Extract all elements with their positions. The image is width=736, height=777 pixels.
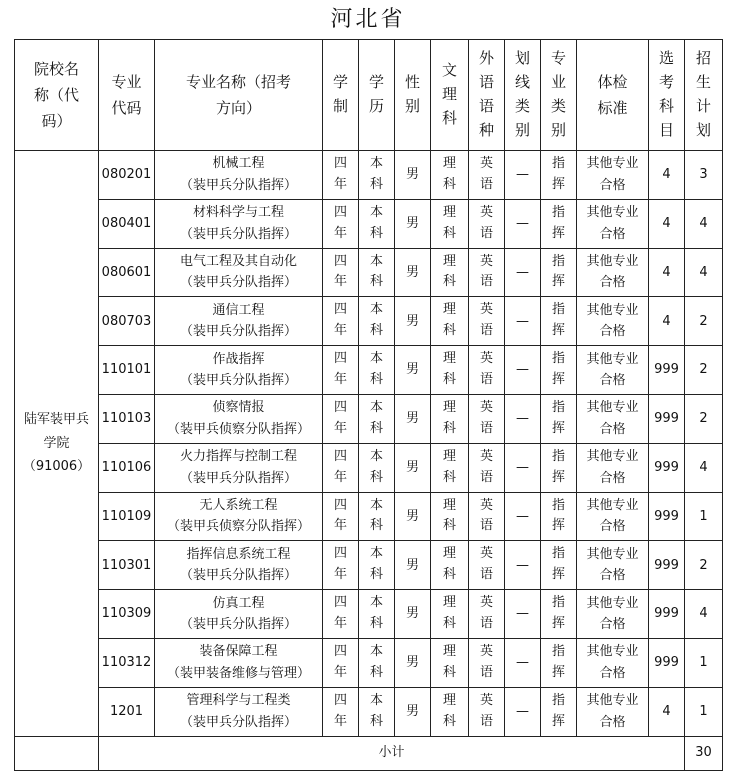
school-code: （91006） [22, 458, 91, 474]
plan-count: 4 [685, 590, 723, 639]
table-row [15, 297, 723, 346]
wenli: 理科 [431, 492, 469, 541]
line-type: — [505, 541, 541, 590]
major-code: 080601 [99, 248, 155, 297]
header-subjects: 选考科目 [649, 40, 685, 151]
table-row [15, 541, 723, 590]
header-major-type: 专业类别 [541, 40, 577, 151]
gender: 男 [395, 199, 431, 248]
xuezhi: 四年 [323, 394, 359, 443]
major-name: 无人系统工程 [199, 498, 278, 514]
major-direction: （装甲兵分队指挥） [179, 714, 297, 730]
major-type: 指挥 [541, 199, 577, 248]
major-code: 110103 [99, 394, 155, 443]
header-xuezhi: 学制 [323, 40, 359, 151]
xuezhi: 四年 [323, 541, 359, 590]
language: 英语 [469, 151, 505, 200]
xuezhi: 四年 [323, 199, 359, 248]
gender: 男 [395, 541, 431, 590]
major-name: 管理科学与工程类 [186, 693, 291, 709]
physical-standard: 其他专业合格 [577, 199, 649, 248]
gender: 男 [395, 590, 431, 639]
gender: 男 [395, 394, 431, 443]
wenli: 理科 [431, 346, 469, 395]
wenli: 理科 [431, 151, 469, 200]
plan-count: 4 [685, 199, 723, 248]
physical-standard: 其他专业合格 [577, 346, 649, 395]
major-direction: （装甲兵分队指挥） [179, 373, 297, 389]
major-name: 侦察情报 [212, 400, 265, 416]
major-name-cell [155, 443, 323, 492]
language: 英语 [469, 687, 505, 736]
physical-standard: 其他专业合格 [577, 443, 649, 492]
table-row [15, 638, 723, 687]
xuezhi: 四年 [323, 687, 359, 736]
major-direction: （装甲兵分队指挥） [179, 226, 297, 242]
xuezhi: 四年 [323, 151, 359, 200]
major-type: 指挥 [541, 394, 577, 443]
subjects: 999 [649, 443, 685, 492]
major-name-cell [155, 541, 323, 590]
language: 英语 [469, 638, 505, 687]
line-type: — [505, 590, 541, 639]
header-school: 院校名称（代码） [15, 40, 99, 151]
xueli: 本科 [359, 638, 395, 687]
header-major: 专业名称（招考方向） [155, 40, 323, 151]
subjects: 999 [649, 346, 685, 395]
xueli: 本科 [359, 687, 395, 736]
header-plan: 招生计划 [685, 40, 723, 151]
xueli: 本科 [359, 199, 395, 248]
header-wenli: 文理科 [431, 40, 469, 151]
wenli: 理科 [431, 394, 469, 443]
subjects: 4 [649, 687, 685, 736]
header-code: 专业代码 [99, 40, 155, 151]
physical-standard: 其他专业合格 [577, 151, 649, 200]
xueli: 本科 [359, 443, 395, 492]
subjects: 4 [649, 151, 685, 200]
subjects: 999 [649, 394, 685, 443]
major-type: 指挥 [541, 492, 577, 541]
major-type: 指挥 [541, 443, 577, 492]
plan-count: 2 [685, 346, 723, 395]
major-name-cell [155, 687, 323, 736]
major-name: 通信工程 [212, 302, 265, 318]
line-type: — [505, 297, 541, 346]
table-row [15, 687, 723, 736]
xueli: 本科 [359, 346, 395, 395]
gender: 男 [395, 248, 431, 297]
major-direction: （装甲兵分队指挥） [179, 177, 297, 193]
major-type: 指挥 [541, 248, 577, 297]
language: 英语 [469, 492, 505, 541]
major-name-cell [155, 248, 323, 297]
wenli: 理科 [431, 297, 469, 346]
major-name-cell [155, 199, 323, 248]
major-name-cell [155, 638, 323, 687]
gender: 男 [395, 346, 431, 395]
major-name: 仿真工程 [212, 595, 265, 611]
gender: 男 [395, 687, 431, 736]
major-code: 110109 [99, 492, 155, 541]
header-line-type: 划线类别 [505, 40, 541, 151]
subjects: 999 [649, 492, 685, 541]
major-direction: （装甲兵侦察分队指挥） [166, 519, 310, 535]
language: 英语 [469, 346, 505, 395]
line-type: — [505, 443, 541, 492]
major-name: 机械工程 [212, 156, 265, 172]
xueli: 本科 [359, 590, 395, 639]
subtotal-label: 小计 [99, 736, 685, 770]
major-type: 指挥 [541, 346, 577, 395]
xuezhi: 四年 [323, 638, 359, 687]
physical-standard: 其他专业合格 [577, 492, 649, 541]
major-code: 110312 [99, 638, 155, 687]
plan-count: 2 [685, 541, 723, 590]
major-direction: （装甲兵分队指挥） [179, 275, 297, 291]
gender: 男 [395, 297, 431, 346]
major-name: 材料科学与工程 [192, 205, 284, 221]
major-direction: （装甲兵分队指挥） [179, 617, 297, 633]
major-name: 火力指挥与控制工程 [179, 449, 297, 465]
major-direction: （装甲兵侦察分队指挥） [166, 421, 310, 437]
subtotal-blank [15, 736, 99, 770]
admission-plan-table [14, 39, 723, 771]
line-type: — [505, 638, 541, 687]
major-code: 110301 [99, 541, 155, 590]
major-type: 指挥 [541, 151, 577, 200]
xuezhi: 四年 [323, 590, 359, 639]
major-name-cell [155, 492, 323, 541]
major-name-cell [155, 590, 323, 639]
line-type: — [505, 199, 541, 248]
xueli: 本科 [359, 248, 395, 297]
wenli: 理科 [431, 687, 469, 736]
subtotal-value: 30 [685, 736, 723, 770]
major-type: 指挥 [541, 590, 577, 639]
wenli: 理科 [431, 199, 469, 248]
subjects: 4 [649, 199, 685, 248]
language: 英语 [469, 541, 505, 590]
school-name: 陆军装甲兵学院 [24, 412, 90, 451]
xueli: 本科 [359, 394, 395, 443]
table-row [15, 151, 723, 200]
physical-standard: 其他专业合格 [577, 590, 649, 639]
line-type: — [505, 394, 541, 443]
language: 英语 [469, 590, 505, 639]
table-row [15, 443, 723, 492]
gender: 男 [395, 151, 431, 200]
physical-standard: 其他专业合格 [577, 541, 649, 590]
table-row [15, 346, 723, 395]
major-direction: （装甲装备维修与管理） [166, 665, 310, 681]
physical-standard: 其他专业合格 [577, 394, 649, 443]
major-code: 080401 [99, 199, 155, 248]
wenli: 理科 [431, 443, 469, 492]
major-name: 作战指挥 [212, 351, 265, 367]
language: 英语 [469, 443, 505, 492]
subjects: 999 [649, 638, 685, 687]
line-type: — [505, 346, 541, 395]
major-type: 指挥 [541, 541, 577, 590]
language: 英语 [469, 297, 505, 346]
major-name-cell [155, 151, 323, 200]
subjects: 4 [649, 297, 685, 346]
gender: 男 [395, 638, 431, 687]
table-row [15, 248, 723, 297]
major-code: 080703 [99, 297, 155, 346]
major-direction: （装甲兵分队指挥） [179, 568, 297, 584]
header-gender: 性别 [395, 40, 431, 151]
plan-count: 1 [685, 687, 723, 736]
language: 英语 [469, 199, 505, 248]
xuezhi: 四年 [323, 297, 359, 346]
major-name-cell [155, 346, 323, 395]
plan-count: 1 [685, 492, 723, 541]
language: 英语 [469, 248, 505, 297]
plan-count: 2 [685, 297, 723, 346]
plan-count: 4 [685, 248, 723, 297]
line-type: — [505, 151, 541, 200]
major-direction: （装甲兵分队指挥） [179, 470, 297, 486]
table-row [15, 492, 723, 541]
plan-count: 4 [685, 443, 723, 492]
major-name-cell [155, 297, 323, 346]
major-name-cell [155, 394, 323, 443]
wenli: 理科 [431, 248, 469, 297]
gender: 男 [395, 443, 431, 492]
subtotal-row [15, 736, 723, 770]
header-language: 外语语种 [469, 40, 505, 151]
line-type: — [505, 492, 541, 541]
major-code: 110101 [99, 346, 155, 395]
header-xueli: 学历 [359, 40, 395, 151]
major-type: 指挥 [541, 297, 577, 346]
wenli: 理科 [431, 590, 469, 639]
school-cell [15, 151, 99, 737]
plan-count: 1 [685, 638, 723, 687]
physical-standard: 其他专业合格 [577, 687, 649, 736]
table-row [15, 394, 723, 443]
major-name: 电气工程及其自动化 [179, 254, 297, 270]
line-type: — [505, 687, 541, 736]
subjects: 4 [649, 248, 685, 297]
page-title: 河北省 [330, 7, 406, 32]
xuezhi: 四年 [323, 346, 359, 395]
major-name: 装备保障工程 [199, 644, 278, 660]
major-code: 080201 [99, 151, 155, 200]
physical-standard: 其他专业合格 [577, 297, 649, 346]
xuezhi: 四年 [323, 492, 359, 541]
xueli: 本科 [359, 151, 395, 200]
line-type: — [505, 248, 541, 297]
language: 英语 [469, 394, 505, 443]
xueli: 本科 [359, 297, 395, 346]
xueli: 本科 [359, 492, 395, 541]
major-name: 指挥信息系统工程 [186, 546, 291, 562]
xuezhi: 四年 [323, 443, 359, 492]
major-code: 110309 [99, 590, 155, 639]
plan-count: 3 [685, 151, 723, 200]
xuezhi: 四年 [323, 248, 359, 297]
wenli: 理科 [431, 638, 469, 687]
wenli: 理科 [431, 541, 469, 590]
header-physical: 体检标准 [577, 40, 649, 151]
major-code: 110106 [99, 443, 155, 492]
subjects: 999 [649, 590, 685, 639]
physical-standard: 其他专业合格 [577, 248, 649, 297]
header-row [15, 40, 723, 151]
xueli: 本科 [359, 541, 395, 590]
gender: 男 [395, 492, 431, 541]
major-type: 指挥 [541, 687, 577, 736]
table-row [15, 199, 723, 248]
major-code: 1201 [99, 687, 155, 736]
physical-standard: 其他专业合格 [577, 638, 649, 687]
table-row [15, 590, 723, 639]
major-type: 指挥 [541, 638, 577, 687]
major-direction: （装甲兵分队指挥） [179, 324, 297, 340]
plan-count: 2 [685, 394, 723, 443]
subjects: 999 [649, 541, 685, 590]
